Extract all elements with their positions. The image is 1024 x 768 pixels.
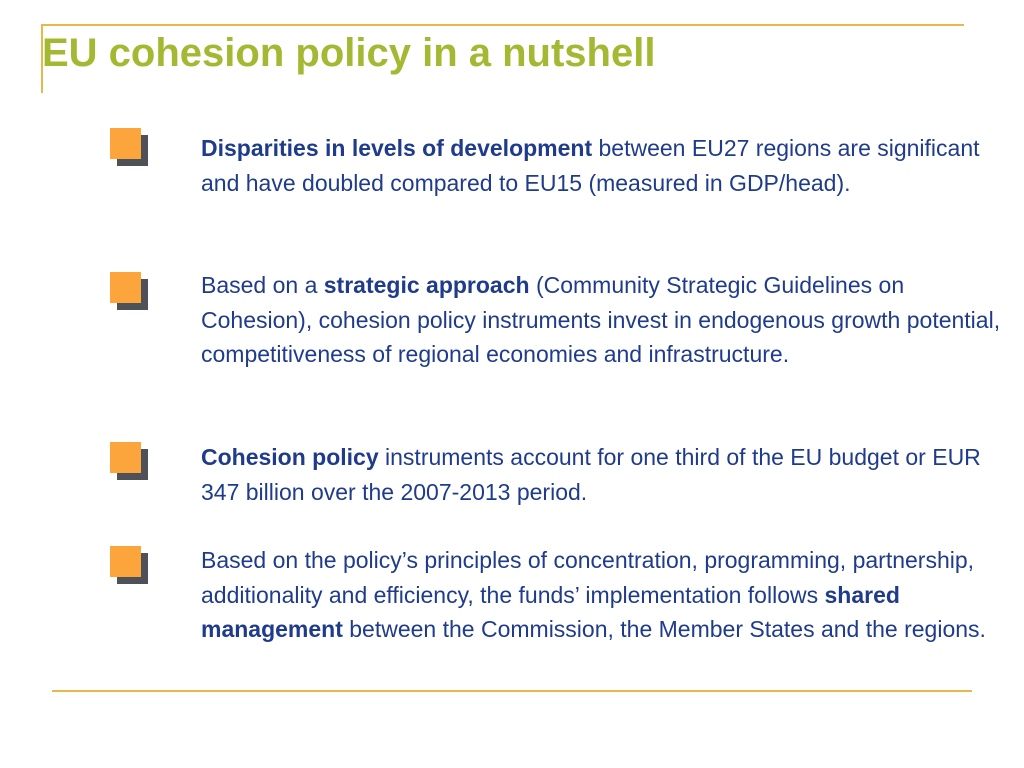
- bullet-text-2: [201, 268, 1013, 372]
- bullet-text-4: [201, 543, 1013, 647]
- title-rule-top: [42, 24, 964, 26]
- bottom-rule: [52, 690, 972, 692]
- bullet-4-pre: Based on the policy’s principles of concentration, programming, partnership, additionality and efficiency, the funds’ implementation follows: [201, 547, 975, 608]
- bullet-3-emphasis: Cohesion policy: [201, 444, 379, 470]
- bullet-1-rest: between EU27 regions are significant and have doubled compared to EU15 (measured in GDP/head).: [201, 135, 980, 196]
- bullet-1-emphasis: Disparities in levels of development: [201, 135, 593, 161]
- slide-title: EU cohesion policy in a nutshell: [42, 31, 656, 75]
- bullet-text-1: [201, 131, 1013, 200]
- bullet-text-3: [201, 440, 1013, 509]
- bullet-2-rest: (Community Strategic Guidelines on Cohesion), cohesion policy instruments invest in endogenous growth potential, competitiveness of regional economies and infrastructure.: [201, 272, 1001, 367]
- bullet-square-icon: [110, 546, 150, 586]
- bullet-square: [110, 442, 141, 473]
- bullet-square-icon: [110, 442, 150, 482]
- bullet-square: [110, 128, 141, 159]
- bullet-2-emphasis: strategic approach: [323, 272, 530, 298]
- bullet-3-rest: instruments account for one third of the EU budget or EUR 347 billion over the 2007-2013 period.: [201, 444, 981, 505]
- bullet-square-icon: [110, 128, 150, 168]
- bullet-2-pre: Based on a: [201, 272, 324, 298]
- bullet-4-rest: between the Commission, the Member States and the regions.: [342, 616, 986, 642]
- bullet-square: [110, 272, 141, 303]
- bullet-4-emphasis: shared management: [201, 581, 900, 642]
- bullet-square-icon: [110, 272, 150, 312]
- bullet-square: [110, 546, 141, 577]
